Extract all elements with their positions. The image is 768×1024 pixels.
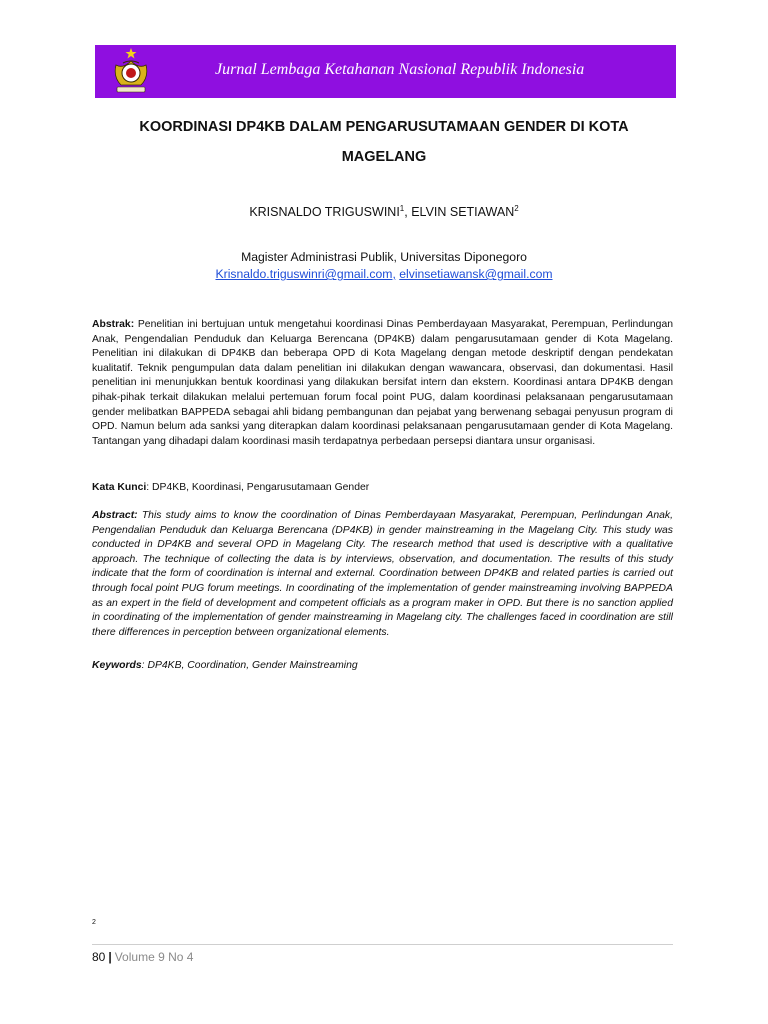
paper-title-line-1: KOORDINASI DP4KB DALAM PENGARUSUTAMAAN GENDER DI KOTA	[139, 119, 629, 135]
author-name: ELVIN SETIAWAN	[411, 205, 515, 220]
footer-separator: |	[108, 950, 112, 964]
email-link[interactable]: Krisnaldo.triguswinri@gmail.com,	[215, 267, 396, 281]
lemhannas-emblem-icon	[109, 47, 153, 95]
journal-name: Jurnal Lembaga Ketahanan Nasional Republik Indonesia	[215, 61, 585, 78]
keywords-line	[92, 659, 673, 674]
kata-kunci-text: : DP4KB, Koordinasi, Pengarusutamaan Gender	[146, 482, 370, 493]
author-separator: ,	[404, 205, 412, 220]
page-footer	[92, 949, 193, 965]
abstrak-text: Penelitian ini bertujuan untuk mengetahui koordinasi Dinas Pemberdayaan Masyarakat, Perempuan, Perlindungan Anak, Pengendalian Penduduk dan Keluarga Berencana (DP4KB) dalam pengarusutamaan gender di Kota Magelang. Penelitian ini dilakukan di DP4KB dan beberapa OPD di Kota Magelang dengan metode deskriptif dengan pendekatan kualitatif. Teknik pengumpulan data dalam penelitian ini dilakukan dengan wawancara, observasi, dan dokumentasi. Hasil penelitian ini menunjukkan bentuk koordinasi yang dilakukan bersifat intern dan ekstern. Koordinasi antara DP4KB dengan pihak-pihak terkait dilakukan melalui pertemuan forum focal point PUG, dalam koordinasi pelaksanaan pengarusutamaan gender melibatkan BAPPEDA sebagai ahli bidang pembangunan dan pejabat yang berwenang sebagai penyusun program di OPD. Namun belum ada sanksi yang diterapkan dalam koordinasi pelaksanaan pengarusutamaan gender di Kota Magelang. Tantangan yang dihadapi dalam koordinasi masih terdapatnya perbedaan persepsi diantara unsur organisasi.	[92, 319, 673, 447]
affiliation: Magister Administrasi Publik, Universitas Diponegoro	[241, 250, 527, 264]
journal-header-banner	[95, 45, 676, 98]
footnote-mark: 2	[92, 919, 96, 926]
abstrak-paragraph	[92, 318, 673, 449]
abstract-paragraph	[92, 509, 673, 640]
abstract-text: This study aims to know the coordination of Dinas Pemberdayaan Masyarakat, Perempuan, Perlindungan Anak, Pengendalian Penduduk dan Keluarga Berencana (DP4KB) in gender mainstreaming in the Magelang City. This study was conducted in DP4KB and several OPD in Magelang City. The research method that used is descriptive with a qualitative approach. The technique of collecting the data is by interviews, observation, and documentation. The results of this study indicate that the form of coordination is internal and external. Coordination between DP4KB and related parties is carried out through focal point PUG forum meetings. In coordinating of the implementation of gender mainstreaming involving BAPPEDA as an expert in the field of development and competent officials as a program maker in OPD. But there is no sanction applied in coordinating of the implementation of gender mainstreaming in Magelang city. The challenges faced in coordination are still there differences in perception between organizational elements.	[92, 510, 673, 638]
abstract-label: Abstract:	[92, 510, 138, 521]
abstrak-label: Abstrak:	[92, 319, 135, 330]
keywords-text: : DP4KB, Coordination, Gender Mainstreaming	[141, 660, 358, 671]
email-link[interactable]: elvinsetiawansk@gmail.com	[399, 267, 553, 281]
author-affiliation-mark: 1	[399, 204, 405, 213]
author-emails	[100, 266, 668, 283]
author-affiliation-mark: 2	[514, 204, 519, 213]
keywords-label: Keywords	[92, 660, 142, 671]
paper-title-line-2: MAGELANG	[341, 149, 427, 165]
author-name: KRISNALDO TRIGUSWINI	[249, 205, 400, 220]
kata-kunci-label: Kata Kunci	[92, 482, 147, 493]
footer-divider	[92, 944, 673, 945]
volume-label: Volume 9 No 4	[114, 950, 194, 964]
kata-kunci-line	[92, 481, 673, 496]
paper-title	[100, 112, 668, 172]
author-list	[100, 200, 668, 221]
page-number: 80	[92, 950, 106, 964]
